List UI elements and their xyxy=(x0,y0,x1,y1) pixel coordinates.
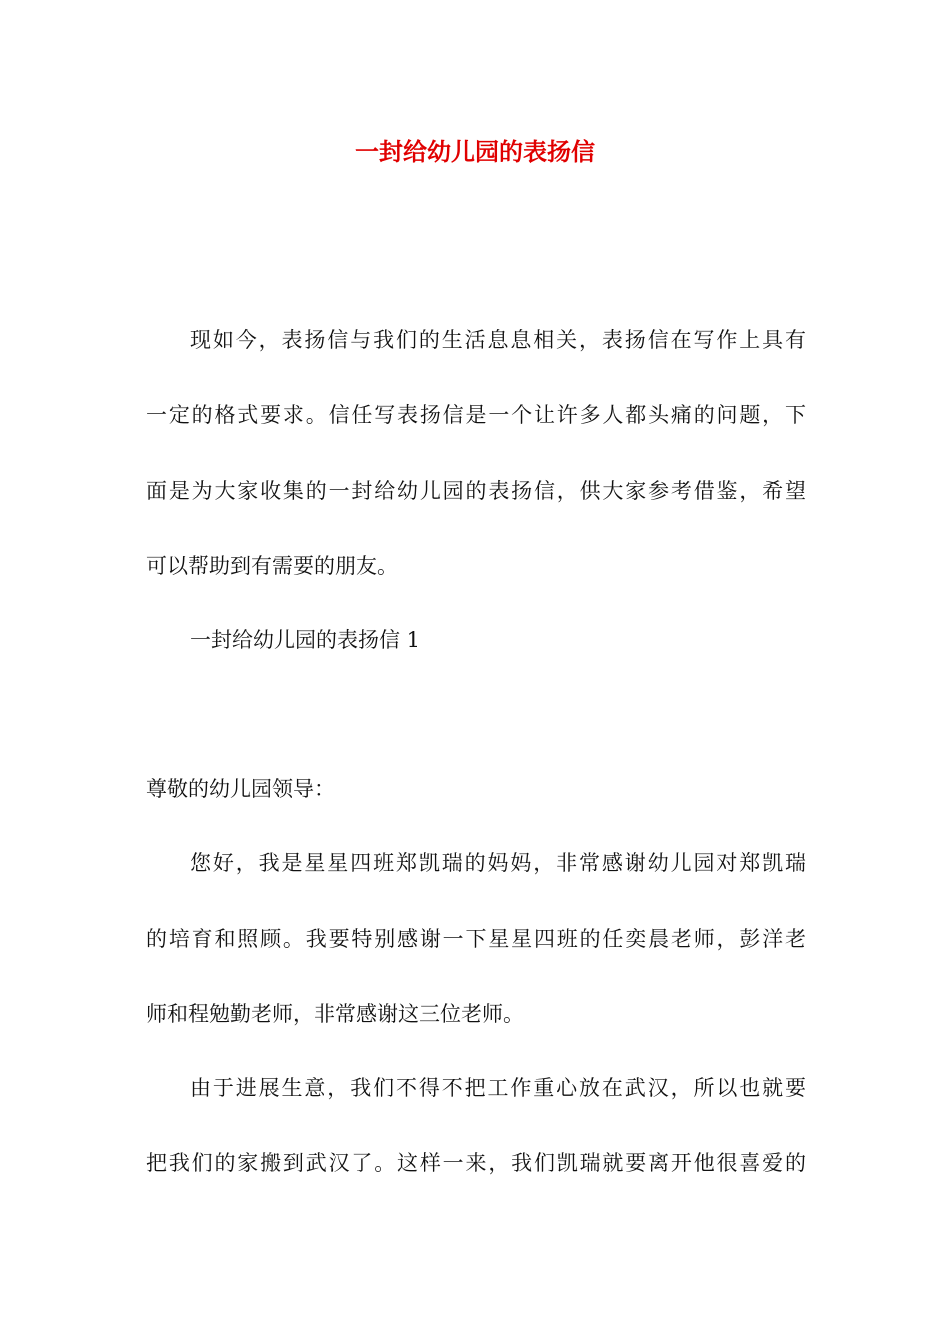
paragraph-line: 把我们的家搬到武汉了。这样一来，我们凯瑞就要离开他很喜爱的 xyxy=(146,1151,806,1175)
paragraph-line: 现如今，表扬信与我们的生活息息相关，表扬信在写作上具有 xyxy=(190,328,806,352)
paragraph-line: 您好，我是星星四班郑凯瑞的妈妈，非常感谢幼儿园对郑凯瑞 xyxy=(190,851,806,875)
paragraph-line: 一定的格式要求。信任写表扬信是一个让许多人都头痛的问题，下 xyxy=(146,403,806,427)
section-heading: 一封给幼儿园的表扬信 1 xyxy=(190,628,421,652)
paragraph-line: 可以帮助到有需要的朋友。 xyxy=(146,554,398,578)
document-title: 一封给幼儿园的表扬信 xyxy=(355,138,595,166)
paragraph-line: 由于进展生意，我们不得不把工作重心放在武汉，所以也就要 xyxy=(190,1076,806,1100)
salutation: 尊敬的幼儿园领导： xyxy=(146,777,335,801)
paragraph-line: 面是为大家收集的一封给幼儿园的表扬信，供大家参考借鉴，希望 xyxy=(146,479,806,503)
paragraph-line: 的培育和照顾。我要特别感谢一下星星四班的任奕晨老师，彭洋老 xyxy=(146,927,806,951)
paragraph-line: 师和程勉勤老师，非常感谢这三位老师。 xyxy=(146,1002,524,1026)
